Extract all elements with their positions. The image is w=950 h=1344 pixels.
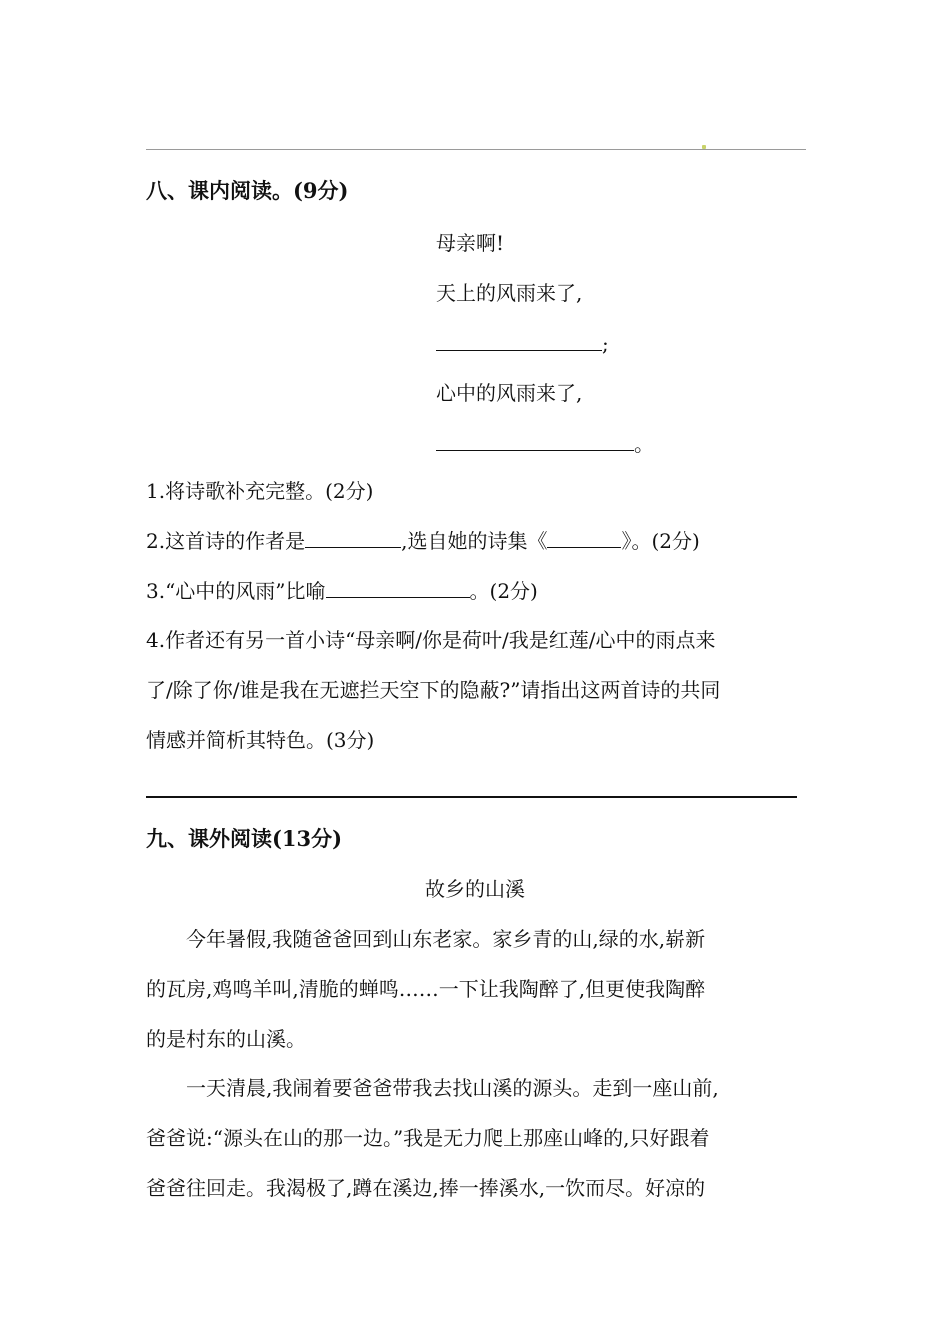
section9-heading: 九、课外阅读(13分) [146, 826, 343, 851]
poem-line-2: 天上的风雨来了, [436, 281, 583, 305]
poem-line-1: 母亲啊! [436, 231, 505, 255]
poem-blank-2[interactable] [436, 430, 634, 451]
question-4-line-1: 4.作者还有另一首小诗“母亲啊/你是荷叶/我是红莲/心中的雨点来 [146, 628, 716, 652]
collection-blank[interactable] [547, 527, 621, 548]
poem-line-5: 。 [436, 430, 654, 457]
question-3: 3.“心中的风雨”比喻 。(2分) [146, 579, 538, 603]
metaphor-blank[interactable] [326, 577, 470, 598]
decorative-dot [702, 145, 706, 149]
answer-line[interactable] [146, 796, 797, 798]
paragraph-1-line-2: 的瓦房,鸡鸣羊叫,清脆的蝉鸣……一下让我陶醉了,但更使我陶醉 [146, 977, 706, 1001]
paragraph-2-line-1: 一天清晨,我闹着要爸爸带我去找山溪的源头。走到一座山前, [186, 1076, 719, 1100]
paragraph-1-line-3: 的是村东的山溪。 [146, 1027, 306, 1051]
question-4-line-2: 了/除了你/谁是我在无遮拦天空下的隐蔽?”请指出这两首诗的共同 [146, 678, 721, 702]
top-divider [146, 149, 806, 150]
question-4-line-3: 情感并简析其特色。(3分) [146, 728, 375, 752]
poem-blank-1[interactable] [436, 330, 602, 351]
question-2: 2.这首诗的作者是 ,选自她的诗集《 》。(2分) [146, 529, 700, 553]
poem-line-3: ; [436, 330, 609, 357]
paragraph-2-line-2: 爸爸说:“源头在山的那一边。”我是无力爬上那座山峰的,只好跟着 [146, 1126, 710, 1150]
paragraph-2-line-3: 爸爸往回走。我渴极了,蹲在溪边,捧一捧溪水,一饮而尽。好凉的 [146, 1176, 706, 1200]
poem-line-4: 心中的风雨来了, [436, 381, 583, 405]
section8-heading: 八、课内阅读。(9分) [146, 178, 349, 203]
question-1: 1.将诗歌补充完整。(2分) [146, 479, 374, 503]
author-blank[interactable] [305, 527, 401, 548]
paragraph-1-line-1: 今年暑假,我随爸爸回到山东老家。家乡青的山,绿的水,崭新 [186, 927, 706, 951]
article-title: 故乡的山溪 [425, 877, 525, 901]
